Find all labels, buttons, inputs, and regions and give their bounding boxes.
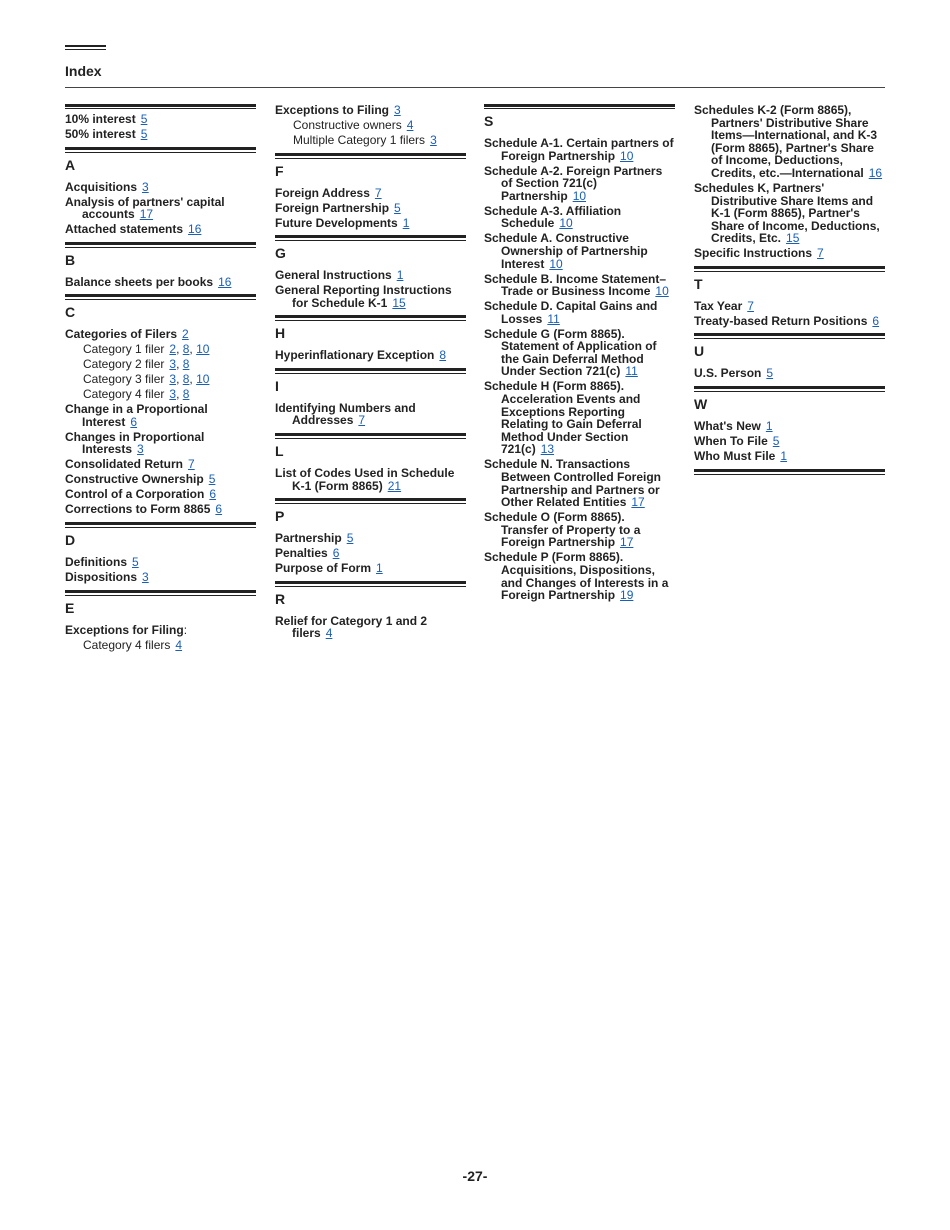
index-entry-category-1-filer xyxy=(65,343,256,356)
index-entry-label: Constructive owners xyxy=(293,117,402,132)
index-entry-label: Schedule A. Constructive Ownership of Partnership Interest xyxy=(484,231,648,271)
index-entry-exceptions-for-filing xyxy=(65,624,256,637)
section-rule xyxy=(694,386,885,392)
section-letter-p: P xyxy=(275,508,285,525)
section-rule xyxy=(65,590,256,596)
index-entry-general-reporting-instructions-for-sched xyxy=(275,284,466,309)
page-link-3[interactable]: 3 xyxy=(142,569,149,584)
page-link-21[interactable]: 21 xyxy=(387,478,402,493)
index-entry-schedule-p-form-8865-acquisitions-dispos xyxy=(484,551,675,601)
index-entry-foreign-partnership xyxy=(275,202,466,215)
index-entry-tax-year xyxy=(694,300,885,313)
index-entry-acquisitions xyxy=(65,181,256,194)
index-entry-label: Category 4 filer xyxy=(83,387,165,402)
page-link-5[interactable]: 5 xyxy=(394,200,401,215)
index-entry-label: Schedule N. Transactions Between Controlled Foreign Partnership and Partners or Other Related Entities xyxy=(484,457,662,510)
index-entry-label: Corrections to Form 8865 xyxy=(65,502,211,517)
index-entry-label: Schedule A-3. Affiliation Schedule xyxy=(484,203,622,231)
header-rule-thin xyxy=(65,49,106,50)
page-link-1[interactable]: 1 xyxy=(376,561,383,576)
page-link-5[interactable]: 5 xyxy=(772,434,780,449)
page-link-3[interactable]: 3 xyxy=(169,357,177,372)
page-link-11[interactable]: 11 xyxy=(625,364,638,379)
index-entry-label: Foreign Partnership xyxy=(275,200,390,215)
page-link-5[interactable]: 5 xyxy=(140,112,148,126)
page-title: Index xyxy=(65,63,102,79)
title-rule xyxy=(65,87,885,88)
index-entry-label: Tax Year xyxy=(694,298,743,313)
index-entry-label: Foreign Address xyxy=(275,185,370,200)
index-entry-attached-statements xyxy=(65,223,256,236)
index-entry-balance-sheets-per-books xyxy=(65,276,256,289)
page-link-7[interactable]: 7 xyxy=(747,298,754,313)
section-rule xyxy=(275,581,466,587)
page-link-6[interactable]: 6 xyxy=(332,546,340,561)
page-link-3[interactable]: 3 xyxy=(142,179,149,194)
index-entry-constructive-ownership xyxy=(65,473,256,486)
index-entry-analysis-of-partners-capital-accounts xyxy=(65,196,256,221)
index-entry-schedule-g-form-8865-statement-of-applic xyxy=(484,328,675,378)
page-link-5[interactable]: 5 xyxy=(132,554,139,569)
page-link-15[interactable]: 15 xyxy=(392,295,406,310)
index-entry-change-in-a-proportional-interest xyxy=(65,403,256,428)
section-letter-h: H xyxy=(275,325,286,342)
index-entry-schedule-d-capital-gains-and-losses xyxy=(484,300,675,325)
section-rule-end xyxy=(694,469,885,475)
entry-colon: : xyxy=(183,622,188,637)
index-entry-changes-in-proportional-interests xyxy=(65,431,256,456)
page-link-16[interactable]: 16 xyxy=(218,274,232,289)
index-entry-corrections-to-form-8865 xyxy=(65,503,256,516)
page-separator: , xyxy=(189,372,197,387)
index-entry-constructive-owners xyxy=(275,119,466,132)
page-link-1[interactable]: 1 xyxy=(765,419,773,434)
section-letter-c: C xyxy=(65,304,76,321)
index-entry-list-of-codes-used-in-schedule-k-1-form- xyxy=(275,467,466,492)
page-separator: , xyxy=(189,342,197,357)
index-entry-label: Schedule O (Form 8865). Transfer of Property to a Foreign Partnership xyxy=(484,510,641,550)
page-link-8[interactable]: 8 xyxy=(182,342,190,357)
page-link-17[interactable]: 17 xyxy=(620,535,634,550)
index-entry-u-s-person xyxy=(694,367,885,380)
index-entry-label: Hyperinflationary Exception xyxy=(275,348,435,363)
page-link-16[interactable]: 16 xyxy=(188,222,202,237)
index-entry-schedule-a-1-certain-partners-of-foreign xyxy=(484,137,675,162)
section-letter-r: R xyxy=(275,590,286,607)
page-separator: , xyxy=(176,372,183,387)
page-link-6[interactable]: 6 xyxy=(209,487,217,502)
page-separator: , xyxy=(176,357,183,372)
index-entry-label: Specific Instructions xyxy=(694,246,813,261)
index-entry-schedule-o-form-8865-transfer-of-propert xyxy=(484,511,675,549)
index-entry-label: Exceptions to Filing xyxy=(275,103,390,117)
section-rule xyxy=(65,522,256,528)
index-entry-multiple-category-1-filers xyxy=(275,134,466,147)
index-entry-label: Categories of Filers xyxy=(65,327,178,342)
section-rule xyxy=(65,147,256,153)
page-link-4[interactable]: 4 xyxy=(175,637,183,652)
index-entry-hyperinflationary-exception xyxy=(275,349,466,362)
header-rule-thick xyxy=(65,45,106,47)
page-link-10[interactable]: 10 xyxy=(572,188,587,203)
index-entry-schedule-b-income-statement-trade-or-bus xyxy=(484,273,675,298)
index-entry-label: Identifying Numbers and Addresses xyxy=(275,400,416,428)
index-entry-label: When To File xyxy=(694,434,768,449)
index-entry-identifying-numbers-and-addresses xyxy=(275,402,466,427)
page-separator: , xyxy=(176,342,183,357)
section-rule xyxy=(484,104,675,109)
index-entry-label: Change in a Proportional Interest xyxy=(65,402,208,429)
index-entry-label: Schedule H (Form 8865). Acceleration Events and Exceptions Reporting Relating to Gain Deferral Method Under Section 721(c) xyxy=(484,379,642,457)
page-link-13[interactable]: 13 xyxy=(540,442,555,457)
index-entry-label: Analysis of partners' capital accounts xyxy=(65,194,225,222)
index-column-2 xyxy=(275,104,466,642)
index-entry-label: Constructive Ownership xyxy=(65,472,204,487)
section-rule xyxy=(65,294,256,300)
page-link-15[interactable]: 15 xyxy=(786,231,800,246)
section-letter-a: A xyxy=(65,156,76,173)
index-entry-consolidated-return xyxy=(65,458,256,471)
page-link-7[interactable]: 7 xyxy=(374,185,382,200)
index-entry-label: Future Developments xyxy=(275,215,398,230)
index-entry-label: Who Must File xyxy=(694,449,776,464)
page-link-3[interactable]: 3 xyxy=(169,372,177,387)
index-entry-label: Category 2 filer xyxy=(83,357,165,372)
page-link-7[interactable]: 7 xyxy=(188,457,195,472)
index-entry-label: Changes in Proportional Interests xyxy=(65,429,205,457)
section-rule xyxy=(275,315,466,321)
index-entry-label: Definitions xyxy=(65,554,127,569)
section-letter-t: T xyxy=(694,275,703,292)
index-entry-schedule-a-3-affiliation-schedule xyxy=(484,205,675,230)
section-rule xyxy=(694,266,885,272)
index-entry-label: General Reporting Instructions for Schedule K-1 xyxy=(275,283,452,310)
index-entry-label: Schedule P (Form 8865). Acquisitions, Dispositions, and Changes of Interests in a Foreign Partnership xyxy=(484,550,669,603)
index-entry-label: Schedule D. Capital Gains and Losses xyxy=(484,299,658,326)
index-entry-exceptions-to-filing xyxy=(275,104,466,117)
section-letter-e: E xyxy=(65,599,75,616)
index-entry-schedule-a-constructive-ownership-of-par xyxy=(484,232,675,270)
section-rule xyxy=(275,433,466,439)
index-entry-penalties xyxy=(275,547,466,560)
page-link-3[interactable]: 3 xyxy=(430,132,437,147)
section-letter-s: S xyxy=(484,113,494,129)
index-entry-who-must-file xyxy=(694,450,885,463)
page-link-10[interactable]: 10 xyxy=(196,342,210,357)
section-rule xyxy=(275,153,466,159)
index-entry-label: Schedules K-2 (Form 8865), Partners' Distributive Share Items—International, and K-3 (Form 8865), Partner's Share of Income, Deductions, Credits, etc.—International xyxy=(694,103,878,180)
index-entry-label: Balance sheets per books xyxy=(65,274,214,289)
page-link-5[interactable]: 5 xyxy=(208,472,216,487)
index-entry-label: Control of a Corporation xyxy=(65,487,205,502)
section-letter-l: L xyxy=(275,443,284,460)
page-link-8[interactable]: 8 xyxy=(182,372,190,387)
page-link-1[interactable]: 1 xyxy=(396,268,404,283)
page-link-5[interactable]: 5 xyxy=(346,531,354,546)
section-letter-f: F xyxy=(275,162,284,179)
index-entry-control-of-a-corporation xyxy=(65,488,256,501)
section-rule xyxy=(275,498,466,504)
index-entry-relief-for-category-1-and-2-filers xyxy=(275,615,466,640)
index-entry-label: Multiple Category 1 filers xyxy=(293,132,426,147)
page-link-5[interactable]: 5 xyxy=(140,126,148,141)
page-link-2[interactable]: 2 xyxy=(169,342,177,357)
index-entry-10-interest xyxy=(65,113,256,126)
index-entry-label: Schedule G (Form 8865). Statement of Application of the Gain Deferral Method Under Section 721(c) xyxy=(484,326,657,379)
page-link-8[interactable]: 8 xyxy=(182,357,190,372)
section-letter-i: I xyxy=(275,377,279,394)
index-entry-general-instructions xyxy=(275,269,466,282)
page-link-16[interactable]: 16 xyxy=(868,165,883,180)
index-entry-schedule-a-2-foreign-partners-of-section xyxy=(484,165,675,203)
index-entry-label: Treaty-based Return Positions xyxy=(694,313,868,328)
page-link-19[interactable]: 19 xyxy=(620,588,634,603)
page-link-17[interactable]: 17 xyxy=(139,207,154,222)
index-entry-label: Schedule A-1. Certain partners of Foreign Partnership xyxy=(484,136,674,163)
page-link-7[interactable]: 7 xyxy=(358,413,366,428)
page-link-10[interactable]: 10 xyxy=(196,372,210,387)
index-entry-partnership xyxy=(275,532,466,545)
index-entry-label: Penalties xyxy=(275,546,328,561)
page-link-10[interactable]: 10 xyxy=(620,148,634,163)
index-entry-schedules-k-2-form-8865-partners-distrib xyxy=(694,104,885,180)
index-entry-label: Purpose of Form xyxy=(275,561,372,576)
index-entry-treaty-based-return-positions xyxy=(694,315,885,328)
index-entry-category-4-filers xyxy=(65,639,256,652)
index-entry-specific-instructions xyxy=(694,247,885,260)
index-column-3 xyxy=(484,104,675,604)
index-entry-label: Dispositions xyxy=(65,569,138,584)
index-entry-label: Schedule A-2. Foreign Partners of Section 721(c) Partnership xyxy=(484,163,663,203)
page-link-10[interactable]: 10 xyxy=(549,256,563,271)
page-link-3[interactable]: 3 xyxy=(169,387,177,402)
index-entry-label: What's New xyxy=(694,419,761,434)
index-entry-label: 50% interest xyxy=(65,126,136,141)
index-entry-category-2-filer xyxy=(65,358,256,371)
section-rule xyxy=(65,242,256,248)
index-entry-label: 10% interest xyxy=(65,112,136,126)
section-letter-b: B xyxy=(65,251,76,268)
section-letter-d: D xyxy=(65,531,76,548)
page-link-3[interactable]: 3 xyxy=(394,103,401,117)
index-entry-categories-of-filers xyxy=(65,328,256,341)
page-link-10[interactable]: 10 xyxy=(655,284,669,299)
index-entry-when-to-file xyxy=(694,435,885,448)
page-link-7[interactable]: 7 xyxy=(817,246,824,261)
index-entry-label: Category 3 filer xyxy=(83,372,165,387)
index-entry-label: Acquisitions xyxy=(65,179,138,194)
section-letter-u: U xyxy=(694,343,705,360)
page-link-2[interactable]: 2 xyxy=(182,327,189,342)
section-rule xyxy=(65,104,256,109)
index-entry-label: Consolidated Return xyxy=(65,457,184,472)
section-letter-w: W xyxy=(694,396,708,413)
index-entry-schedule-h-form-8865-acceleration-events xyxy=(484,380,675,456)
page-link-8[interactable]: 8 xyxy=(439,348,447,363)
page-link-6[interactable]: 6 xyxy=(215,502,223,517)
page-separator: , xyxy=(176,387,183,402)
index-entry-label: Schedule B. Income Statement–Trade or Business Income xyxy=(484,271,667,299)
index-entry-schedule-n-transactions-between-controll xyxy=(484,458,675,508)
index-entry-foreign-address xyxy=(275,187,466,200)
index-entry-label: List of Codes Used in Schedule K-1 (Form 8865) xyxy=(275,466,455,493)
section-rule xyxy=(694,333,885,339)
index-entry-dispositions xyxy=(65,571,256,584)
page-link-17[interactable]: 17 xyxy=(631,495,645,510)
index-entry-label: Category 4 filers xyxy=(83,637,171,652)
page-number: -27- xyxy=(462,1168,488,1184)
index-column-4 xyxy=(694,104,885,475)
section-letter-g: G xyxy=(275,245,286,262)
page-link-3[interactable]: 3 xyxy=(137,442,144,457)
index-entry-label: Relief for Category 1 and 2 filers xyxy=(275,613,428,641)
page-link-11[interactable]: 11 xyxy=(547,311,560,326)
index-entry-future-developments xyxy=(275,217,466,230)
index-entry-label: Exceptions for Filing xyxy=(65,622,184,637)
index-column-1 xyxy=(65,104,256,654)
index-entry-label: U.S. Person xyxy=(694,366,762,381)
index-entry-label: Attached statements xyxy=(65,222,184,237)
page-link-6[interactable]: 6 xyxy=(130,414,138,429)
page-link-1[interactable]: 1 xyxy=(780,449,788,464)
page-link-8[interactable]: 8 xyxy=(182,387,190,402)
index-entry-definitions xyxy=(65,556,256,569)
page-link-4[interactable]: 4 xyxy=(325,626,333,641)
index-entry-schedules-k-partners-distributive-share- xyxy=(694,182,885,245)
page-link-4[interactable]: 4 xyxy=(406,117,414,132)
index-entry-label: General Instructions xyxy=(275,268,392,283)
index-entry-category-3-filer xyxy=(65,373,256,386)
page-link-6[interactable]: 6 xyxy=(872,313,880,328)
index-entry-category-4-filer xyxy=(65,388,256,401)
section-rule xyxy=(275,235,466,241)
index-entry-label: Partnership xyxy=(275,531,342,546)
page-link-5[interactable]: 5 xyxy=(766,366,774,381)
index-entry-label: Schedules K, Partners' Distributive Share Items and K-1 (Form 8865), Partner's Share of Income, Deductions, Credits, Etc. xyxy=(694,180,880,246)
index-entry-purpose-of-form xyxy=(275,562,466,575)
index-entry-label: Category 1 filer xyxy=(83,342,165,357)
index-entry-what-s-new xyxy=(694,420,885,433)
page-link-1[interactable]: 1 xyxy=(402,215,410,230)
page-link-10[interactable]: 10 xyxy=(559,216,573,231)
section-rule xyxy=(275,368,466,374)
index-entry-50-interest xyxy=(65,128,256,141)
